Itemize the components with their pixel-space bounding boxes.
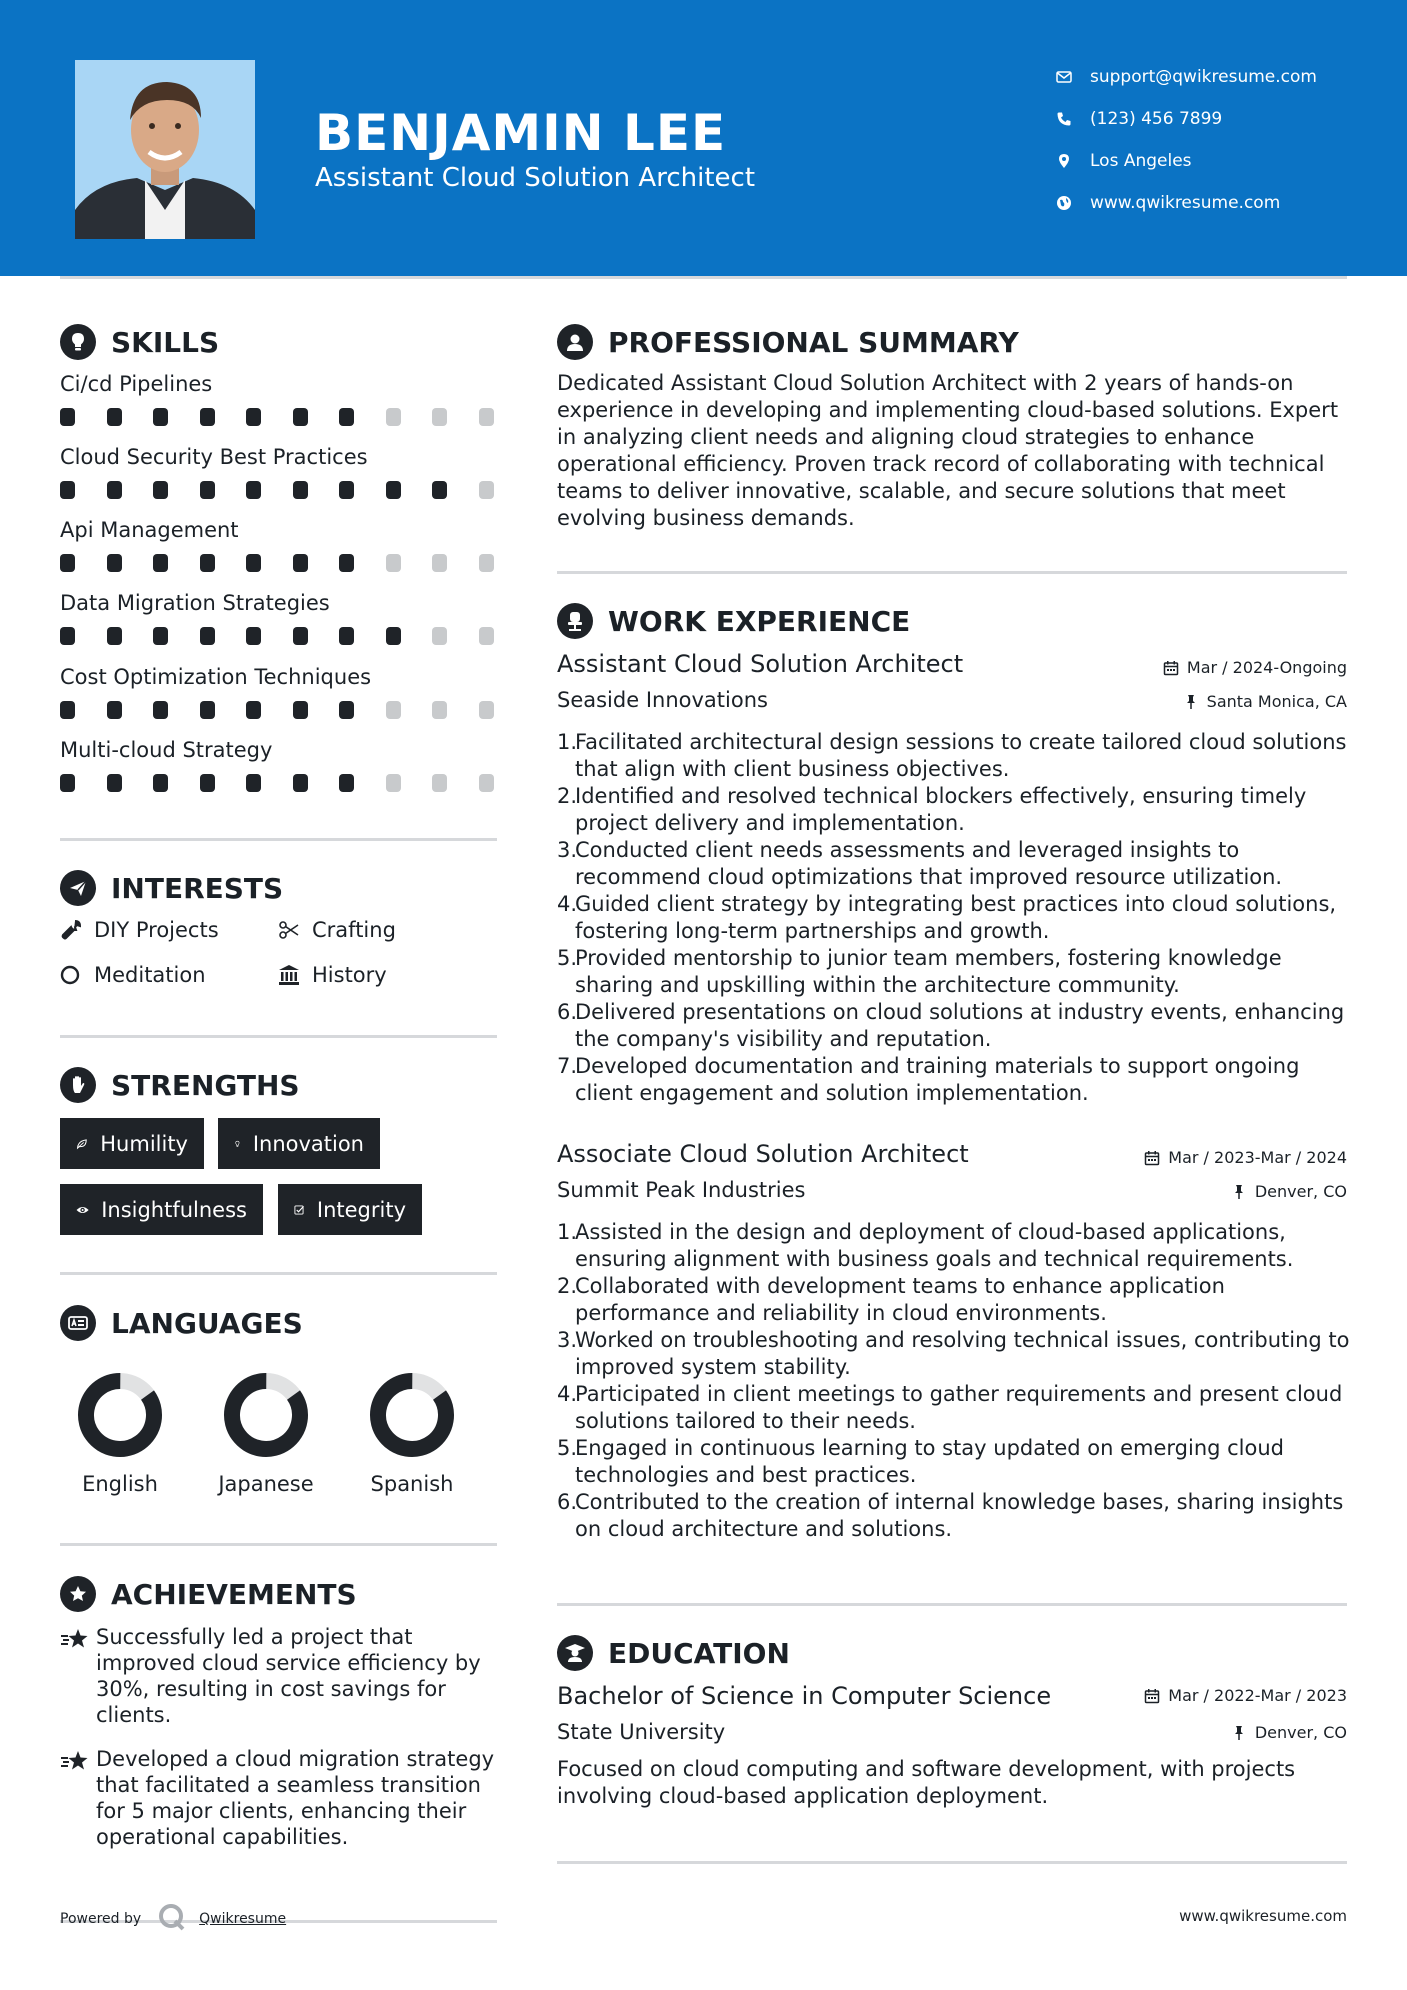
skill-dot-filled (246, 481, 261, 499)
bullet-text: Facilitated architectural design sessions to create tailored cloud solutions that align with client business objectives. (575, 730, 1347, 781)
job-title: Assistant Cloud Solution Architect (557, 650, 964, 678)
skill-dot-filled (339, 408, 354, 426)
job-title: Associate Cloud Solution Architect (557, 1140, 969, 1168)
contact-list (1055, 56, 1317, 224)
language-proficiency-arc (75, 1370, 165, 1460)
education-location-text: Denver, CO (1254, 1723, 1347, 1742)
bullet-text: Engaged in continuous learning to stay updated on emerging cloud technologies and best practices. (575, 1436, 1285, 1487)
job-location (1231, 1182, 1347, 1201)
skill-dot-filled (60, 408, 75, 426)
skill-dot-filled (60, 554, 75, 572)
bullet-number: 2. (557, 784, 578, 808)
summary-title: PROFESSIONAL SUMMARY (608, 325, 1019, 359)
skill-dot-filled (339, 701, 354, 719)
languages-heading (60, 1305, 303, 1341)
skill-dot-filled (293, 701, 308, 719)
contact-website[interactable] (1055, 182, 1317, 224)
skill-dot-empty (479, 408, 494, 426)
skill-dot-empty (479, 774, 494, 792)
language-donut (367, 1370, 457, 1460)
skill-dot-filled (246, 701, 261, 719)
interests-heading (60, 870, 283, 906)
skills-heading (60, 324, 219, 360)
skill-dot-filled (339, 481, 354, 499)
interest-item (278, 963, 387, 987)
skill-dot-empty (432, 627, 447, 645)
skill-dot-empty (386, 408, 401, 426)
hand-icon (60, 1067, 96, 1103)
bullet-number: 4. (557, 1382, 578, 1406)
strength-tag (278, 1184, 422, 1235)
star-badge-icon (60, 1576, 96, 1612)
job-bullet (557, 999, 1352, 1053)
interest-item (278, 918, 396, 942)
job-bullet (557, 1053, 1352, 1107)
skill-dot-filled (60, 481, 75, 499)
skill-dot-filled (200, 408, 215, 426)
job-location-text: Santa Monica, CA (1206, 692, 1347, 711)
interests-title: INTERESTS (111, 871, 284, 905)
skill-dot-empty (479, 701, 494, 719)
globe-icon (1055, 194, 1073, 212)
skill-name: Cost Optimization Techniques (60, 665, 372, 689)
powered-by (60, 1902, 286, 1936)
skill-dot-empty (386, 701, 401, 719)
calendar-icon (1144, 1150, 1160, 1166)
skill-dot-filled (153, 774, 168, 792)
job-dates (1144, 1148, 1347, 1167)
skill-dot-filled (200, 554, 215, 572)
strength-label: Innovation (252, 1131, 364, 1156)
education-location (1231, 1723, 1347, 1742)
skill-dot-filled (153, 481, 168, 499)
circle-icon (60, 963, 86, 987)
office-chair-icon (557, 603, 593, 639)
job-bullet (557, 783, 1352, 837)
skill-rating (60, 774, 497, 794)
skill-dot-filled (293, 481, 308, 499)
contact-email-text: support@qwikresume.com (1090, 67, 1317, 87)
scissors-icon (278, 918, 304, 942)
skill-dot-filled (339, 627, 354, 645)
skill-dot-empty (479, 627, 494, 645)
resume-header (0, 0, 1407, 276)
contact-email[interactable] (1055, 56, 1317, 98)
skill-dot-filled (60, 627, 75, 645)
strength-tag (60, 1118, 204, 1169)
skill-dot-filled (246, 554, 261, 572)
star-icon (60, 1746, 96, 1850)
strength-tag (60, 1184, 263, 1235)
section-divider (60, 1543, 497, 1546)
summary-heading (557, 324, 1019, 360)
language-proficiency-arc (367, 1370, 457, 1460)
skill-dot-empty (432, 408, 447, 426)
language-proficiency-arc (221, 1370, 311, 1460)
skill-name: Multi-cloud Strategy (60, 738, 273, 762)
skill-dot-filled (200, 774, 215, 792)
experience-heading (557, 603, 910, 639)
skill-dot-filled (293, 554, 308, 572)
bullet-text: Delivered presentations on cloud solutions at industry events, enhancing the company's visibility and reputation. (575, 1000, 1345, 1051)
calendar-icon (1163, 660, 1179, 676)
section-divider (60, 1035, 497, 1038)
candidate-name: BENJAMIN LEE (315, 104, 727, 162)
skill-dot-filled (432, 481, 447, 499)
bullet-number: 2. (557, 1274, 578, 1298)
skill-dot-filled (153, 408, 168, 426)
graduate-icon (557, 1635, 593, 1671)
bullet-text: Identified and resolved technical blockers effectively, ensuring timely project delivery and implementation. (575, 784, 1307, 835)
skill-rating (60, 408, 497, 428)
skill-dot-filled (153, 627, 168, 645)
bullet-text: Contributed to the creation of internal knowledge bases, sharing insights on cloud architecture and solutions. (575, 1490, 1344, 1541)
candidate-title: Assistant Cloud Solution Architect (315, 163, 756, 193)
achievements-heading (60, 1576, 357, 1612)
achievement-item (60, 1624, 500, 1728)
skill-dot-filled (339, 554, 354, 572)
skill-dot-empty (432, 774, 447, 792)
check-square-icon (294, 1198, 305, 1222)
interest-label: History (312, 963, 387, 987)
skill-dot-filled (107, 554, 122, 572)
strength-label: Insightfulness (101, 1197, 247, 1222)
pushpin-icon (1231, 1184, 1247, 1200)
education-dates-text: Mar / 2022-Mar / 2023 (1168, 1686, 1347, 1705)
skill-dot-filled (107, 481, 122, 499)
skill-dot-filled (246, 774, 261, 792)
skill-dot-empty (432, 554, 447, 572)
section-divider (557, 1861, 1347, 1864)
achievement-item (60, 1746, 500, 1850)
qwikresume-link[interactable]: Qwikresume (199, 1911, 287, 1927)
strength-label: Integrity (316, 1197, 406, 1222)
language-donut (75, 1370, 165, 1460)
strengths-title: STRENGTHS (111, 1068, 300, 1102)
bullet-text: Collaborated with development teams to enhance application performance and reliability in cloud environments. (575, 1274, 1225, 1325)
language-card-icon (60, 1305, 96, 1341)
bullet-text: Worked on troubleshooting and resolving technical issues, contributing to improved system stability. (575, 1328, 1350, 1379)
language-label: Japanese (218, 1472, 314, 1496)
skill-rating (60, 481, 497, 501)
job-bullet (557, 1327, 1352, 1381)
skill-dot-filled (153, 554, 168, 572)
education-degree: Bachelor of Science in Computer Science (557, 1682, 1052, 1710)
strength-tag (218, 1118, 380, 1169)
job-bullets (557, 729, 1352, 1107)
bullet-text: Provided mentorship to junior team members, fostering knowledge sharing and upskilling within the architecture community. (575, 946, 1282, 997)
map-marker-icon (1055, 152, 1073, 170)
bullet-text: Assisted in the design and deployment of cloud-based applications, ensuring alignment with business goals and technical requirements. (575, 1220, 1294, 1271)
bullet-number: 5. (557, 1436, 578, 1460)
envelope-icon (1055, 68, 1073, 86)
interest-item (60, 963, 206, 987)
strengths-heading (60, 1067, 300, 1103)
job-bullet (557, 1435, 1352, 1489)
job-dates-text: Mar / 2024-Ongoing (1186, 658, 1347, 677)
bullet-number: 7. (557, 1054, 578, 1078)
calendar-icon (1144, 1688, 1160, 1704)
skill-dot-filled (107, 627, 122, 645)
strength-label: Humility (100, 1131, 188, 1156)
language-item (196, 1370, 336, 1496)
lightbulb-icon (60, 324, 96, 360)
skill-dot-filled (60, 701, 75, 719)
skill-dot-filled (60, 774, 75, 792)
header-divider (60, 276, 1347, 279)
skill-name: Ci/cd Pipelines (60, 372, 213, 396)
eye-icon (76, 1198, 89, 1222)
contact-location (1055, 140, 1317, 182)
user-icon (557, 324, 593, 360)
qwikresume-logo-icon (157, 1902, 187, 1936)
skill-rating (60, 554, 497, 574)
skill-dot-empty (479, 554, 494, 572)
skill-dot-filled (107, 701, 122, 719)
footer-website[interactable]: www.qwikresume.com (1179, 1907, 1347, 1925)
skill-dot-filled (200, 481, 215, 499)
bullet-text: Guided client strategy by integrating best practices into cloud solutions, fostering long-term partnerships and growth. (575, 892, 1337, 943)
bullet-number: 4. (557, 892, 578, 916)
bullet-number: 3. (557, 1328, 578, 1352)
profile-photo (75, 60, 255, 239)
job-bullet (557, 837, 1352, 891)
job-bullet (557, 729, 1352, 783)
bullet-text: Developed documentation and training materials to support ongoing client engagement and solution implementation. (575, 1054, 1300, 1105)
leaf-icon (76, 1132, 88, 1156)
bullet-text: Participated in client meetings to gather requirements and present cloud solutions tailored to their needs. (575, 1382, 1343, 1433)
bullet-number: 6. (557, 1000, 578, 1024)
job-location-text: Denver, CO (1254, 1182, 1347, 1201)
star-icon (60, 1624, 96, 1728)
languages-title: LANGUAGES (111, 1306, 303, 1340)
interest-label: Crafting (312, 918, 396, 942)
skill-dot-empty (386, 774, 401, 792)
skill-dot-filled (293, 627, 308, 645)
skill-name: Api Management (60, 518, 239, 542)
pushpin-icon (1183, 694, 1199, 710)
achievement-text: Successfully led a project that improved cloud service efficiency by 30%, resulting in cost savings for clients. (96, 1625, 481, 1727)
contact-phone[interactable] (1055, 98, 1317, 140)
job-bullets (557, 1219, 1352, 1543)
job-bullet (557, 1273, 1352, 1327)
language-item (50, 1370, 190, 1496)
skill-rating (60, 627, 497, 647)
museum-icon (278, 963, 304, 987)
job-dates (1163, 658, 1347, 677)
contact-website-text: www.qwikresume.com (1090, 193, 1281, 213)
skill-dot-filled (246, 627, 261, 645)
interest-label: DIY Projects (94, 918, 219, 942)
job-bullet (557, 945, 1352, 999)
summary-text: Dedicated Assistant Cloud Solution Architect with 2 years of hands-on experience in developing and implementing cloud-based solutions. Expert in analyzing client needs and aligning cloud strategies to enhance operational efficiency. Proven track record of collaborating with technical teams to deliver innovative, scalable, and secure solutions that meet evolving business demands. (557, 371, 1339, 530)
education-heading (557, 1635, 790, 1671)
achievements-title: ACHIEVEMENTS (111, 1577, 357, 1611)
job-location (1183, 692, 1347, 711)
achievement-text: Developed a cloud migration strategy that facilitated a seamless transition for 5 major clients, enhancing their operational capabilities. (96, 1747, 495, 1849)
language-item (342, 1370, 482, 1496)
job-company: Seaside Innovations (557, 688, 768, 712)
job-company: Summit Peak Industries (557, 1178, 806, 1202)
contact-location-text: Los Angeles (1090, 151, 1192, 171)
interest-label: Meditation (94, 963, 206, 987)
education-title: EDUCATION (608, 1636, 790, 1670)
skill-dot-filled (246, 408, 261, 426)
language-label: Spanish (370, 1472, 454, 1496)
powered-by-text: Powered by (60, 1911, 142, 1927)
skill-dot-empty (479, 481, 494, 499)
skill-dot-filled (293, 774, 308, 792)
skill-name: Data Migration Strategies (60, 591, 330, 615)
skill-dot-filled (386, 481, 401, 499)
job-bullet (557, 891, 1352, 945)
section-divider (557, 1603, 1347, 1606)
language-label: English (82, 1472, 158, 1496)
wrench-icon (60, 918, 86, 942)
section-divider (60, 1272, 497, 1275)
skill-name: Cloud Security Best Practices (60, 445, 368, 469)
paper-plane-icon (60, 870, 96, 906)
interest-item (60, 918, 219, 942)
education-dates (1144, 1686, 1347, 1705)
bullet-number: 5. (557, 946, 578, 970)
bullet-number: 1. (557, 730, 578, 754)
section-divider (60, 838, 497, 841)
language-donut (221, 1370, 311, 1460)
bullet-text: Conducted client needs assessments and leveraged insights to recommend cloud optimizations that improved resource utilization. (575, 838, 1283, 889)
experience-title: WORK EXPERIENCE (608, 604, 911, 638)
lightbulb-icon (234, 1132, 241, 1156)
bullet-number: 3. (557, 838, 578, 862)
education-school: State University (557, 1720, 726, 1744)
phone-icon (1055, 110, 1073, 128)
job-bullet (557, 1489, 1352, 1543)
skill-dot-filled (386, 627, 401, 645)
education-description: Focused on cloud computing and software development, with projects involving cloud-based application deployment. (557, 1757, 1296, 1808)
skill-dot-filled (107, 408, 122, 426)
job-dates-text: Mar / 2023-Mar / 2024 (1168, 1148, 1347, 1167)
skill-dot-empty (432, 701, 447, 719)
skill-dot-filled (200, 701, 215, 719)
skills-title: SKILLS (111, 325, 220, 359)
section-divider (557, 571, 1347, 574)
pushpin-icon (1231, 1725, 1247, 1741)
contact-phone-text: (123) 456 7899 (1090, 109, 1223, 129)
job-bullet (557, 1381, 1352, 1435)
bullet-number: 1. (557, 1220, 578, 1244)
bullet-number: 6. (557, 1490, 578, 1514)
skill-dot-filled (107, 774, 122, 792)
skill-dot-filled (153, 701, 168, 719)
skill-dot-filled (293, 408, 308, 426)
skill-dot-filled (339, 774, 354, 792)
skill-rating (60, 701, 497, 721)
skill-dot-empty (386, 554, 401, 572)
job-bullet (557, 1219, 1352, 1273)
skill-dot-filled (200, 627, 215, 645)
